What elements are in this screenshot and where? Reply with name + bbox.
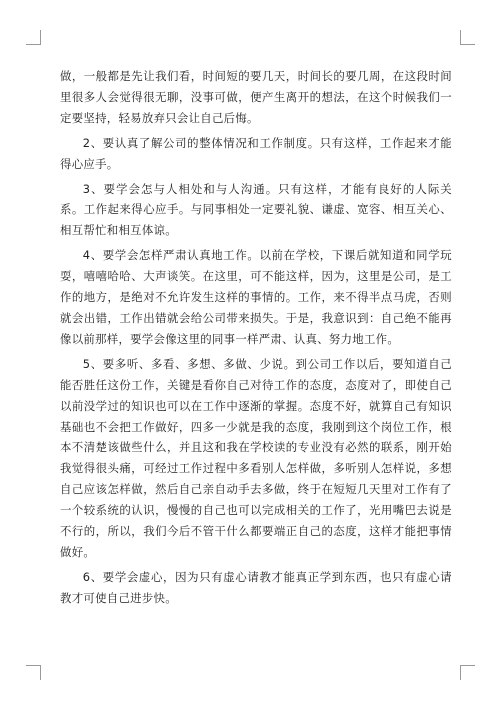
crop-mark-top-left	[26, 30, 41, 45]
crop-mark-top-right	[460, 30, 475, 45]
paragraph-continuation: 做，一般都是先让我们看，时间短的要几天，时间长的要几周，在这段时间里很多人会觉得很无聊，没事可做，便产生离开的想法，在这个时候我们一定要坚持，轻易放弃只会让自己后悔。	[60, 69, 452, 125]
paragraph-item-2: 2、要认真了解公司的整体情况和工作制度。只有这样，工作起来才能得心应手。	[60, 135, 452, 171]
paragraph-item-4: 4、要学会怎样严肃认真地工作。以前在学校，下课后就知道和同学玩耍，嘻嘻哈哈、大声谈笑。在这里，可不能这样，因为，这里是公司，是工作的地方，是绝对不允许发生这样的事情的。工作，来不得半点马虎，否则就会出错，工作出错就会给公司带来损失。于是，我意识到：自己绝不能再像以前那样，要学会像这里的同事一样严肃、认真、努力地工作。	[60, 248, 452, 346]
paragraph-item-3: 3、要学会怎与人相处和与人沟通。只有这样，才能有良好的人际关系。工作起来得心应手。与同事相处一定要礼貌、谦虚、宽容、相互关心、相互帮忙和相互体谅。	[60, 181, 452, 238]
crop-mark-bottom-left	[26, 665, 41, 680]
crop-mark-bottom-right	[460, 665, 475, 680]
document-body	[60, 66, 452, 613]
paragraph-item-5: 5、要多听、多看、多想、多做、少说。到公司工作以后，要知道自己能否胜任这份工作，关键是看你自己对待工作的态度，态度对了，即使自己以前没学过的知识也可以在工作中逐渐的掌握。态度不好，就算自己有知识基础也不会把工作做好，四多一少就是我的态度，我刚到这个岗位工作，根本不清楚该做些什么，并且这和我在学校读的专业没有必然的联系，刚开始我觉得很头痛，可经过工作过程中多看别人怎样做，多听别人怎样说，多想自己应该怎样做，然后自己亲自动手去多做，终于在短短几天里对工作有了一个较系统的认识，慢慢的自己也可以完成相关的工作了，光用嘴巴去说是不行的，所以，我们今后不管干什么都要端正自己的态度，这样才能把事情做好。	[60, 356, 452, 559]
paragraph-item-6: 6、要学会虚心，因为只有虚心请教才能真正学到东西，也只有虚心请教才可使自己进步快。	[60, 569, 452, 605]
